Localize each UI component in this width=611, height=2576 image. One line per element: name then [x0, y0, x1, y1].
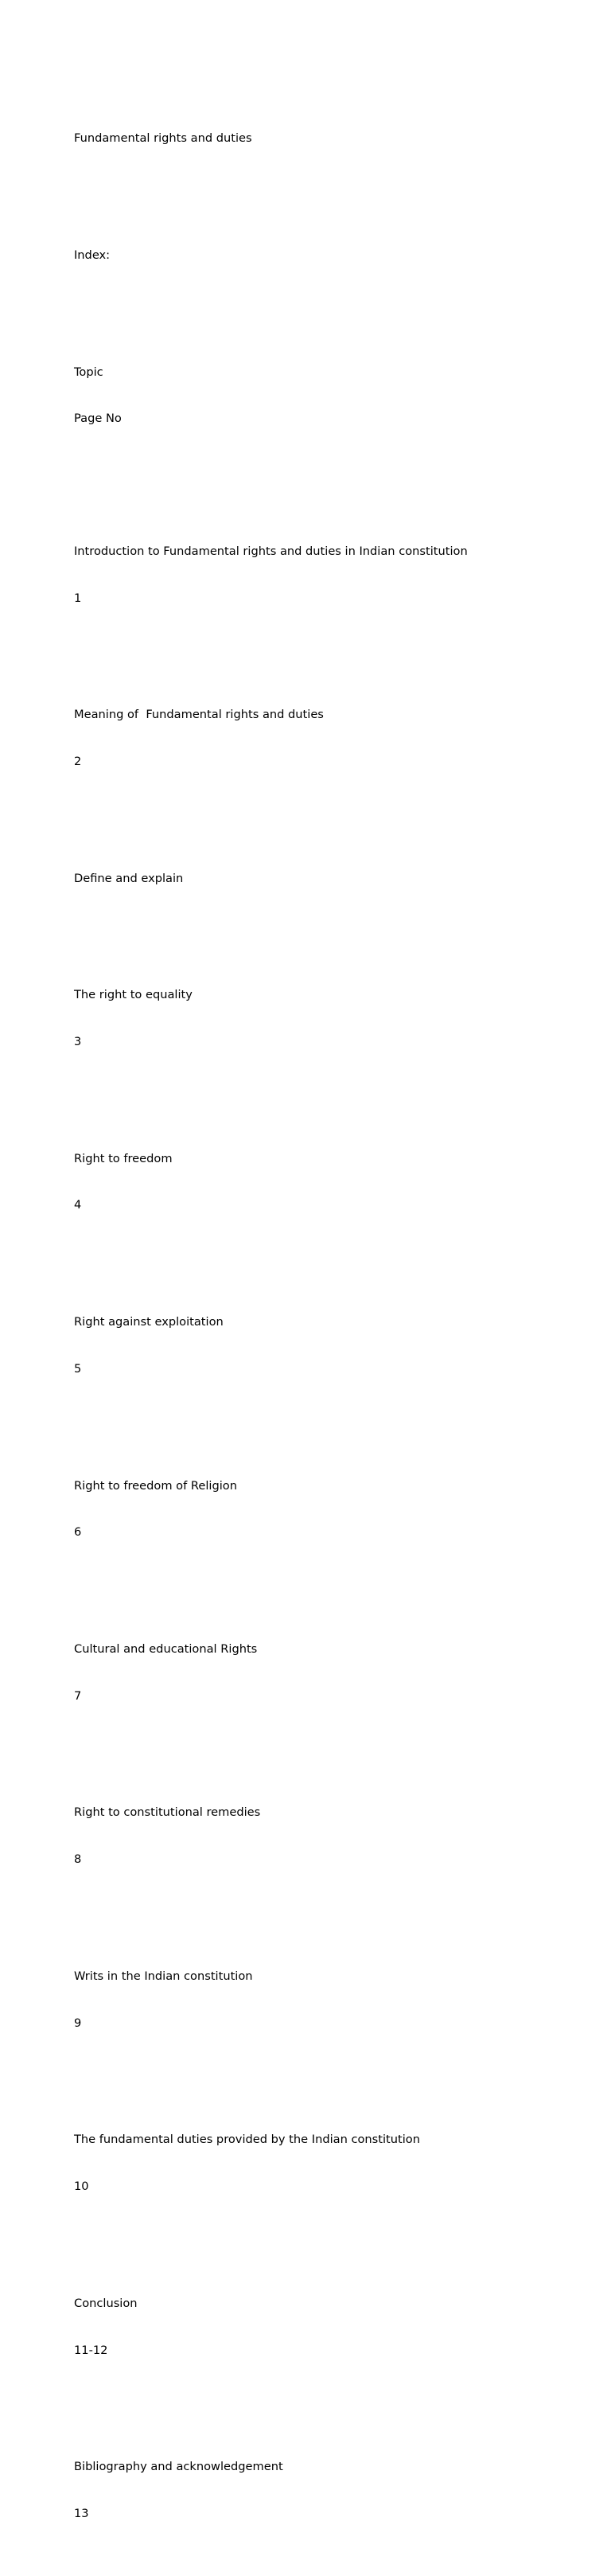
entry-topic: Right to freedom of Religion: [74, 1478, 237, 1493]
entry-page: 6: [74, 1525, 82, 1540]
index-entry: [74, 1610, 583, 1735]
entry-page: 10: [74, 2180, 89, 2194]
entry-page: 1: [74, 591, 82, 605]
index-entry: [74, 1774, 583, 1899]
entry-topic: Cultural and educational Rights: [74, 1642, 258, 1656]
entry-page: 9: [74, 2016, 82, 2030]
entry-topic: Bibliography and acknowledgement: [74, 2460, 283, 2474]
document-title-block: [74, 100, 583, 178]
entry-topic: Define and explain: [74, 871, 184, 885]
entry-topic: Right to freedom: [74, 1151, 173, 1165]
index-entry: [74, 1120, 583, 1245]
index-entry: [74, 956, 583, 1081]
index-entry: [74, 839, 583, 917]
header-topic: Topic: [74, 365, 103, 379]
entry-page: 7: [74, 1688, 82, 1703]
document-title: Fundamental rights and duties: [74, 131, 252, 146]
entry-topic: Right against exploitation: [74, 1315, 224, 1329]
entry-topic: The fundamental duties provided by the Indian constitution: [74, 2133, 420, 2147]
index-entry: [74, 676, 583, 801]
entry-page: 11-12: [74, 2343, 108, 2357]
document-page: [74, 68, 583, 2576]
entry-topic: Conclusion: [74, 2296, 138, 2310]
entry-topic: Right to constitutional remedies: [74, 1805, 261, 1820]
entry-topic: Writs in the Indian constitution: [74, 1969, 253, 1983]
index-label: Index:: [74, 248, 111, 263]
index-entry: [74, 2428, 583, 2553]
entry-page: 2: [74, 754, 82, 768]
index-entry: [74, 1283, 583, 1408]
entry-page: 13: [74, 2506, 89, 2520]
entry-page: 3: [74, 1035, 82, 1049]
entry-topic: The right to equality: [74, 988, 193, 1002]
index-header: [74, 334, 583, 459]
index-entry: [74, 513, 583, 638]
header-page-no: Page No: [74, 412, 122, 426]
entry-page: 4: [74, 1198, 82, 1212]
entry-topic: Meaning of Fundamental rights and duties: [74, 708, 324, 722]
index-label-block: [74, 217, 583, 295]
index-entry: [74, 2265, 583, 2390]
entry-page: 5: [74, 1361, 82, 1376]
index-entry: [74, 2101, 583, 2226]
index-entry: [74, 1938, 583, 2063]
index-entry: [74, 1446, 583, 1571]
entry-page: 8: [74, 1852, 82, 1867]
entry-topic: Introduction to Fundamental rights and duties in Indian constitution: [74, 544, 468, 558]
